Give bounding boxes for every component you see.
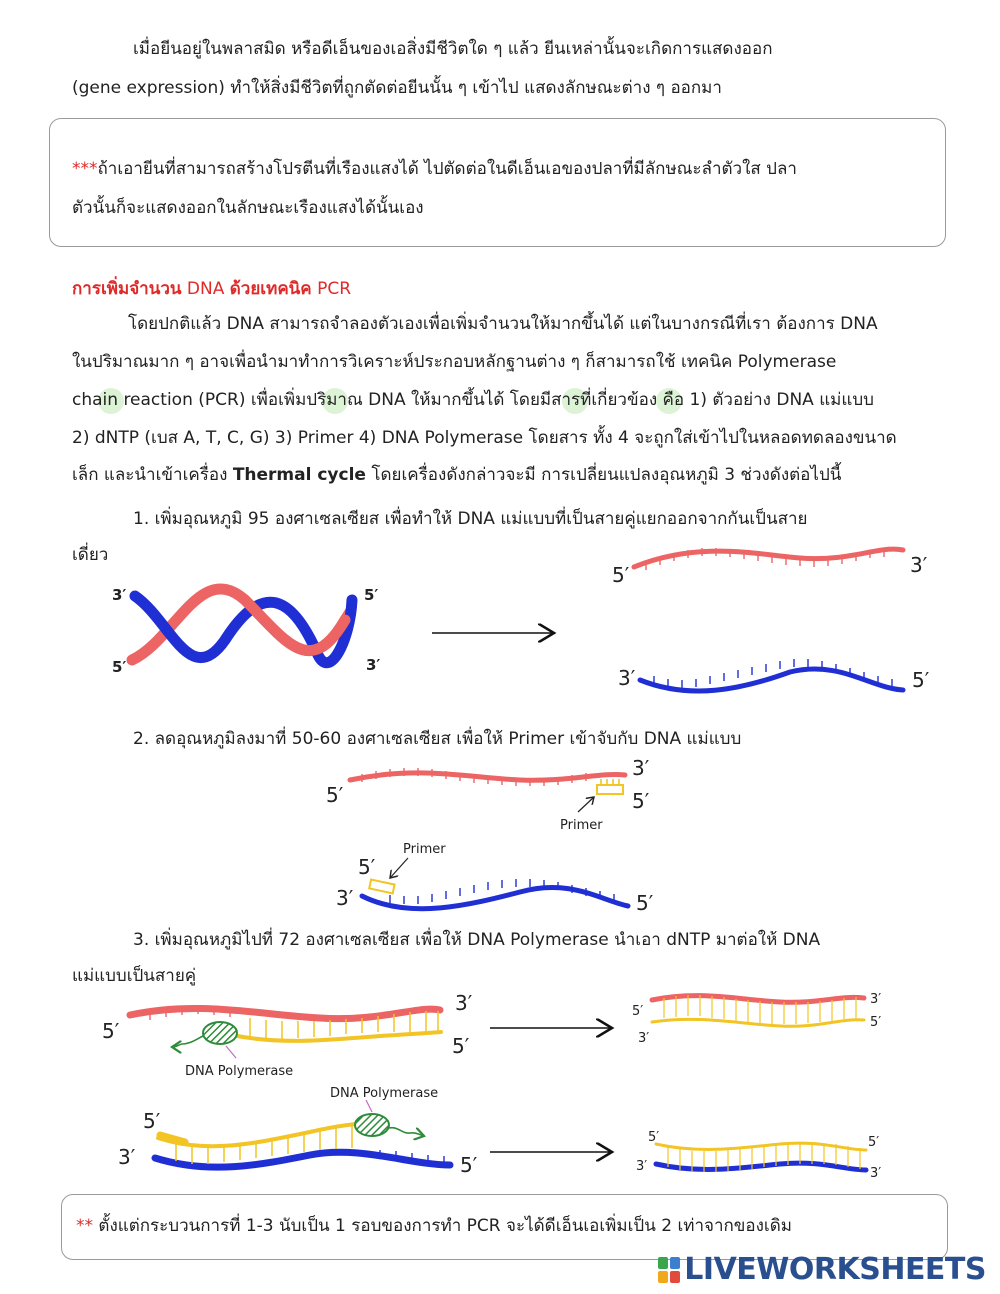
polymerase-label-top: DNA Polymerase bbox=[185, 1064, 294, 1079]
annealing-red-strand bbox=[326, 756, 650, 833]
liveworksheets-logo bbox=[658, 1252, 986, 1287]
red-5-prime: 5′ bbox=[612, 563, 630, 587]
separated-blue-strand bbox=[618, 659, 930, 692]
result-bot-5-prime-b: 5′ bbox=[868, 1135, 880, 1150]
step-1-line-2: เดี่ยว bbox=[72, 545, 109, 565]
note-1-text: ถ้าเอายีนที่สามารถสร้างโปรตีนที่เรืองแสงได้ ไปตัดต่อในดีเอ็นเอของปลาที่มีลักษณะลำตัวใส ปลา bbox=[97, 159, 797, 179]
step-2-text: 2. ลดอุณหภูมิลงมาที่ 50-60 องศาเซลเซียส เพื่อให้ Primer เข้าจับกับ DNA แม่แบบ bbox=[133, 729, 742, 749]
ext-bot-3-prime: 3′ bbox=[118, 1145, 136, 1169]
thermal-cycle-term: Thermal cycle bbox=[232, 465, 366, 485]
primer-block bbox=[597, 785, 623, 794]
note-1-stars: *** bbox=[72, 159, 98, 179]
note-2-text: ตั้งแต่กระบวนการที่ 1-3 นับเป็น 1 รอบของการทำ PCR จะได้ดีเอ็นเอเพิ่มเป็น 2 เท่าจากของเดิม bbox=[93, 1216, 792, 1236]
result-bottom-double-strand bbox=[636, 1130, 881, 1181]
heading-part-c: ด้วยเทคนิค bbox=[229, 279, 312, 299]
result-top-5-prime-b: 5′ bbox=[870, 1015, 882, 1030]
result-bot-3-prime: 3′ bbox=[636, 1159, 648, 1174]
result-bot-3-prime-b: 3′ bbox=[870, 1166, 882, 1181]
annealing-primer-5-prime: 5′ bbox=[632, 789, 650, 813]
annealing-blue-3-prime: 3′ bbox=[336, 886, 354, 910]
helix-3-prime-top-left: 3′ bbox=[112, 586, 127, 604]
primer-label-top: Primer bbox=[560, 818, 603, 833]
helix-5-prime-top-right: 5′ bbox=[364, 586, 379, 604]
ext-bot-primer-5-prime: 5′ bbox=[143, 1109, 161, 1133]
liveworksheets-logo-icon bbox=[658, 1257, 680, 1283]
dna-polymerase-top bbox=[203, 1022, 237, 1044]
paragraph-line-5-c: โดยเครื่องดังกล่าวจะมี การเปลี่ยนแปลงอุณหภูมิ 3 ช่วงดังต่อไปนี้ bbox=[365, 465, 842, 485]
primer-block bbox=[369, 880, 394, 894]
helix-5-prime-bottom-left: 5′ bbox=[112, 658, 127, 676]
heading-part-b: DNA bbox=[181, 279, 230, 299]
step-3-line-2: แม่แบบเป็นสายคู่ bbox=[72, 966, 197, 986]
blue-5-prime: 5′ bbox=[912, 668, 930, 692]
ext-top-3-prime: 3′ bbox=[455, 991, 473, 1015]
extension-bottom-pair bbox=[118, 1086, 478, 1177]
primer-label-bottom: Primer bbox=[403, 842, 446, 857]
note-2-line bbox=[76, 1214, 792, 1238]
extension-top-pair bbox=[102, 991, 473, 1079]
helix-3-prime-bottom-right: 3′ bbox=[366, 656, 381, 674]
paragraph-line-1: โดยปกติแล้ว DNA สามารถจำลองตัวเองเพื่อเพิ่มจำนวนให้มากขึ้นได้ แต่ในบางกรณีที่เรา ต้องการ DNA bbox=[128, 314, 878, 334]
annealing-blue-5-prime: 5′ bbox=[636, 891, 654, 915]
result-top-3-prime: 3′ bbox=[870, 992, 882, 1007]
note-2-stars: ** bbox=[76, 1216, 93, 1236]
helix-red-overlay bbox=[245, 600, 345, 651]
paragraph-line-2: ในปริมาณมาก ๆ อาจเพื่อนำมาทำการวิเคราะห์ประกอบหลักฐานต่าง ๆ ก็สามารถใช้ เทคนิค Polymerase bbox=[72, 352, 837, 372]
liveworksheets-wordmark: LIVEWORKSHEETS bbox=[684, 1252, 986, 1287]
annealing-blue-strand bbox=[336, 842, 654, 915]
step-1-line-1: 1. เพิ่มอุณหภูมิ 95 องศาเซลเซียส เพื่อทำให้ DNA แม่แบบที่เป็นสายคู่แยกออกจากกันเป็นสาย bbox=[133, 509, 808, 529]
intro-line-2: (gene expression) ทำให้สิ่งมีชีวิตที่ถูกตัดต่อยีนนั้น ๆ เข้าไป แสดงลักษณะต่าง ๆ ออกมา bbox=[72, 78, 722, 98]
result-top-3-prime-b: 3′ bbox=[638, 1031, 650, 1046]
double-helix-diagram bbox=[112, 586, 380, 676]
annealing-red-5-prime: 5′ bbox=[326, 783, 344, 807]
blue-3-prime: 3′ bbox=[618, 666, 636, 690]
intro-line-1: เมื่อยีนอยู่ในพลาสมิด หรือดีเอ็นของเอสิ่งมีชีวิตใด ๆ แล้ว ยีนเหล่านั้นจะเกิดการแสดงออก bbox=[133, 39, 773, 59]
red-3-prime: 3′ bbox=[910, 553, 928, 577]
result-top-double-strand bbox=[632, 992, 881, 1046]
note-1-line-2: ตัวนั้นก็จะแสดงออกในลักษณะเรืองแสงได้นั้นเอง bbox=[72, 198, 424, 218]
ext-bot-5-prime: 5′ bbox=[460, 1153, 478, 1177]
separated-red-strand bbox=[612, 548, 928, 587]
result-top-5-prime: 5′ bbox=[632, 1004, 644, 1019]
polymerase-label-bottom: DNA Polymerase bbox=[330, 1086, 439, 1101]
heading-part-a: การเพิ่มจำนวน bbox=[72, 279, 182, 299]
paragraph-line-5-a: เล็ก และนำเข้าเครื่อง bbox=[72, 465, 233, 485]
paragraph-line-4: 2) dNTP (เบส A, T, C, G) 3) Primer 4) DNA Polymerase โดยสาร ทั้ง 4 จะถูกใส่เข้าไปในหลอดทดลองขนาด bbox=[72, 428, 897, 448]
step-3-line-1: 3. เพิ่มอุณหภูมิไปที่ 72 องศาเซลเซียส เพื่อให้ DNA Polymerase นำเอา dNTP มาต่อให้ DNA bbox=[133, 930, 821, 950]
ext-top-5-prime: 5′ bbox=[102, 1019, 120, 1043]
dna-polymerase-bottom bbox=[355, 1114, 389, 1136]
heading-part-d: PCR bbox=[311, 279, 352, 299]
paragraph-line-3: chain reaction (PCR) เพื่อเพิ่มปริมาณ DNA ให้มากขึ้นได้ โดยมีสารที่เกี่ยวข้อง คือ 1) ตัวอย่าง DNA แม่แบบ bbox=[72, 390, 874, 410]
ext-top-primer-5-prime: 5′ bbox=[452, 1034, 470, 1058]
result-bot-5-prime: 5′ bbox=[648, 1130, 660, 1145]
annealing-primer2-5-prime: 5′ bbox=[358, 855, 376, 879]
annealing-red-3-prime: 3′ bbox=[632, 756, 650, 780]
